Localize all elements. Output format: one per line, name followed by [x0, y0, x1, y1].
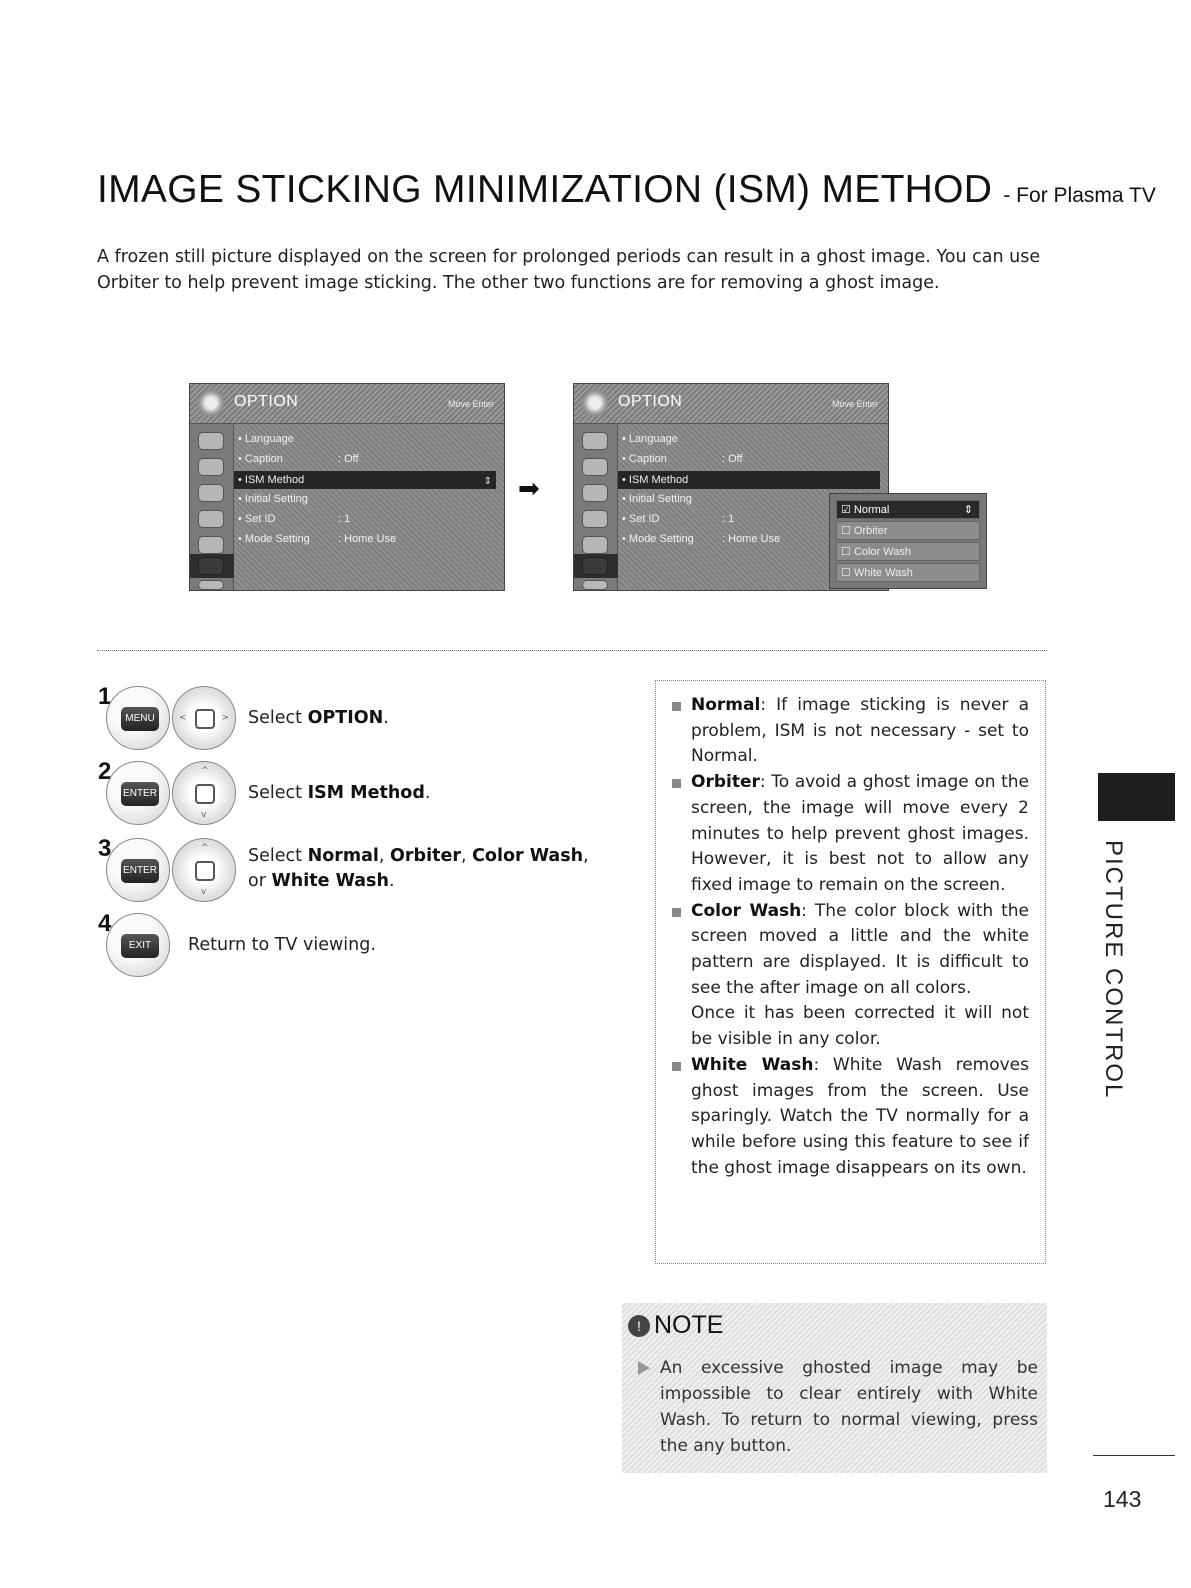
desc-color-wash-cont: Once it has been corrected it will not be visible in any color. — [691, 1003, 1029, 1050]
triangle-bullet-icon — [638, 1361, 650, 1375]
picture-icon — [582, 432, 608, 450]
menu-item-selected: • ISM Method — [618, 471, 880, 489]
menu-item: • Mode Setting : Home Use — [622, 533, 781, 545]
popup-option-orbiter: ☐ Orbiter — [836, 521, 980, 540]
option-menu-icon — [582, 390, 608, 416]
osd-menu — [234, 424, 504, 590]
desc-orbiter: Orbiter: To avoid a ghost image on the screen, the image will move every 2 minutes to help prevent ghost images. However, it is best not to allow any fixed image to remain on the screen. — [672, 770, 1029, 899]
desc-white-wash: White Wash: White Wash removes ghost images from the screen. Use sparingly. Watch the TV normally for a while before using this feature to see if the ghost image disappears on its own. — [672, 1053, 1029, 1182]
osd-title: OPTION — [234, 393, 299, 410]
audio-icon — [582, 458, 608, 476]
menu-item: • Set ID : 1 — [238, 513, 351, 525]
ism-popup — [829, 493, 987, 589]
osd-nav-hint: Move Enter — [831, 399, 878, 409]
menu-item-selected: • ISM Method ⇕ — [234, 471, 496, 489]
section-tab-marker — [1098, 773, 1175, 821]
page-title-subtitle: - For Plasma TV — [1003, 184, 1156, 207]
dpad-icon: ^ v — [172, 761, 236, 825]
step-number: 1 — [98, 683, 112, 710]
note-box — [622, 1303, 1047, 1473]
menu-item: • Initial Setting — [622, 493, 692, 505]
popup-option-white-wash: ☐ White Wash — [836, 563, 980, 582]
page-title-main: IMAGE STICKING MINIMIZATION (ISM) METHOD — [97, 168, 993, 211]
updown-icon: ⇕ — [963, 504, 973, 516]
section-divider — [97, 650, 1047, 651]
section-tab-label: PICTURE CONTROL — [1100, 840, 1127, 1100]
input-icon — [198, 580, 224, 590]
page-number: 143 — [1103, 1486, 1142, 1512]
option-icon — [198, 557, 224, 575]
audio-icon — [198, 458, 224, 476]
step-3-text: Select Normal, Orbiter, Color Wash, or White Wash. — [248, 846, 589, 891]
channel-icon — [198, 484, 224, 502]
step-number: 4 — [98, 910, 112, 937]
step-number: 2 — [98, 758, 112, 785]
info-icon: ! — [628, 1315, 650, 1337]
page-number-rule — [1093, 1455, 1175, 1456]
menu-item: • Language — [622, 433, 678, 445]
enter-button-icon: ENTER — [106, 838, 170, 902]
step-1-text: Select OPTION. — [248, 708, 389, 728]
step-4-text: Return to TV viewing. — [188, 935, 376, 955]
dpad-icon: ^ v — [172, 838, 236, 902]
osd-sidebar — [574, 424, 618, 591]
note-heading: ! NOTE — [628, 1311, 723, 1340]
ism-options-description — [655, 680, 1046, 1264]
enter-button-icon: ENTER — [106, 761, 170, 825]
intro-paragraph: A frozen still picture displayed on the screen for prolonged periods can result in a ghost image. You can use Orbiter to help prevent image sticking. The other two functions are for removing a ghost image. — [97, 247, 1041, 293]
square-bullet-icon — [672, 702, 681, 711]
time-icon — [198, 510, 224, 528]
picture-icon — [198, 432, 224, 450]
option-icon — [582, 557, 608, 575]
menu-item: • Mode Setting : Home Use — [238, 533, 397, 545]
osd-title: OPTION — [618, 393, 683, 410]
popup-option-normal: ☑ Normal ⇕ — [836, 500, 980, 519]
osd-header — [190, 384, 504, 424]
square-bullet-icon — [672, 779, 681, 788]
page-title — [97, 168, 1156, 212]
desc-normal: Normal: If image sticking is never a problem, ISM is not necessary - set to Normal. — [672, 693, 1029, 770]
osd-nav-hint: Move Enter — [447, 399, 494, 409]
step-number: 3 — [98, 835, 112, 862]
menu-item: • Initial Setting — [238, 493, 308, 505]
popup-option-color-wash: ☐ Color Wash — [836, 542, 980, 561]
dpad-icon: < > — [172, 686, 236, 750]
desc-color-wash: Color Wash: The color block with the screen moved a little and the white pattern are displayed. It is difficult to see the after image on all colors. — [672, 899, 1029, 1002]
step-2-text: Select ISM Method. — [248, 783, 431, 803]
channel-icon — [582, 484, 608, 502]
input-icon — [582, 580, 608, 590]
menu-item: • Set ID : 1 — [622, 513, 735, 525]
note-body: An excessive ghosted image may be impossible to clear entirely with White Wash. To return to normal viewing, press the any button. — [660, 1355, 1038, 1459]
option-menu-icon — [198, 390, 224, 416]
lock-icon — [198, 536, 224, 554]
square-bullet-icon — [672, 908, 681, 917]
menu-item: • Caption : Off — [622, 453, 743, 465]
exit-button-icon: EXIT — [106, 913, 170, 977]
menu-item: • Caption : Off — [238, 453, 359, 465]
osd-sidebar — [190, 424, 234, 591]
osd-header — [574, 384, 888, 424]
menu-button-icon: MENU — [106, 686, 170, 750]
osd-screenshot-before — [189, 383, 505, 591]
menu-item: • Language — [238, 433, 294, 445]
time-icon — [582, 510, 608, 528]
square-bullet-icon — [672, 1062, 681, 1071]
updown-icon: ⇕ — [483, 476, 492, 487]
lock-icon — [582, 536, 608, 554]
right-arrow-icon: ➡ — [518, 474, 540, 504]
